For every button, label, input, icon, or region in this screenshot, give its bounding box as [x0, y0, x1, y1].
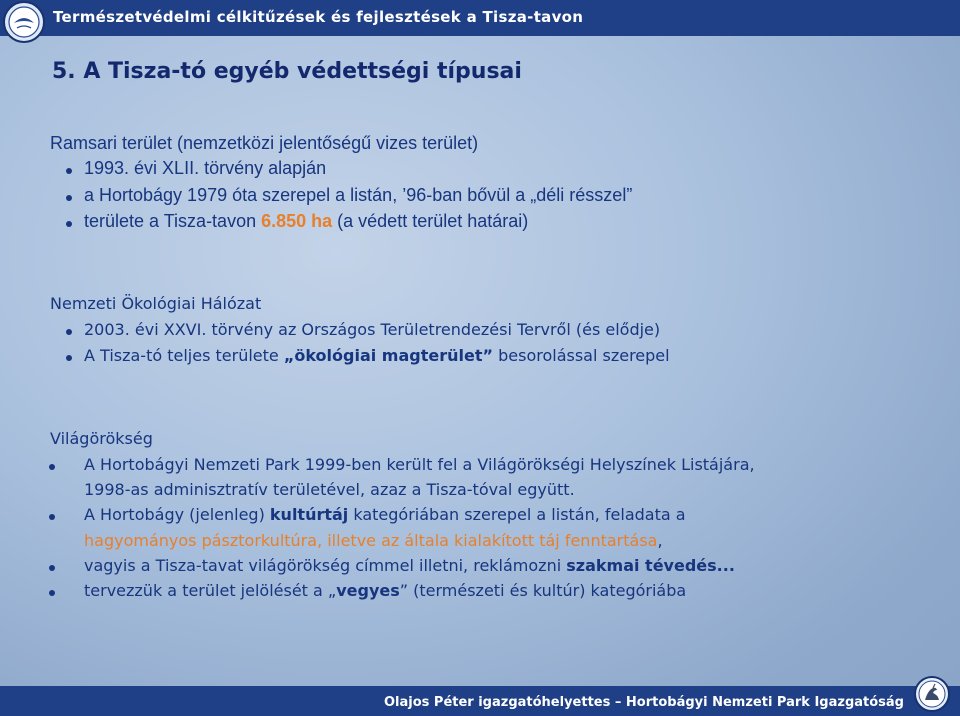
core-area-bold: „ökológiai magterület” — [283, 346, 494, 365]
footer-text: Olajos Péter igazgatóhelyettes – Hortobágyi Nemzeti Park Igazgatóság — [383, 695, 904, 710]
bullet-text: kategóriában szerepel a listán, feladata a — [348, 505, 686, 524]
bullet-dot — [49, 464, 55, 470]
bullet-heritage-cultural-landscape — [84, 505, 686, 524]
bullet-network-law: 2003. évi XXVI. törvény az Országos Területrendezési Tervről (és elődje) — [84, 320, 661, 339]
bullet-heritage-cultural-landscape-line2 — [84, 531, 663, 550]
bullet-dot — [66, 221, 72, 227]
bullet-dot — [49, 590, 55, 596]
bullet-heritage-listing-line2: 1998-as adminisztratív területével, azaz a Tisza-tóval együtt. — [84, 480, 575, 499]
bullet-text: A Tisza-tó teljes területe — [84, 346, 284, 365]
area-highlight: 6.850 ha — [261, 211, 333, 231]
bullet-text: (a védett terület határai) — [332, 211, 529, 231]
bullet-text: , — [657, 531, 663, 550]
bullet-text: területe a Tisza-tavon — [84, 211, 262, 231]
bullet-heritage-mixed-category — [84, 581, 686, 600]
header-title: Természetvédelmi célkitűzések és fejlesztések a Tisza-tavon — [53, 8, 584, 26]
bullet-heritage-mistake — [84, 556, 735, 575]
bullet-text: vagyis a Tisza-tavat világörökség címmel illetni, reklámozni — [84, 556, 567, 575]
bullet-dot — [66, 168, 72, 174]
section-heading-ramsar: Ramsari terület (nemzetközi jelentőségű vizes terület) — [50, 133, 479, 153]
traditional-culture-highlight: hagyományos pásztorkultúra, illetve az általa kialakított táj fenntartása — [84, 531, 658, 550]
bullet-dot — [66, 355, 72, 361]
bullet-text: besorolással szerepel — [493, 346, 670, 365]
professional-mistake-bold: szakmai tévedés... — [566, 556, 735, 575]
bird-emblem-icon — [914, 676, 950, 712]
section-heading-world-heritage: Világörökség — [50, 429, 153, 448]
bullet-text: A Hortobágy (jelenleg) — [84, 505, 270, 524]
bullet-network-core-area — [84, 346, 670, 365]
bullet-text: tervezzük a terület jelölését a „ — [84, 581, 337, 600]
section-heading-ecological-network: Nemzeti Ökológiai Hálózat — [50, 294, 262, 313]
conservation-logo-icon — [3, 1, 45, 43]
bullet-ramsar-listing: a Hortobágy 1979 óta szerepel a listán, ’96-ban bővül a „déli résszel” — [84, 185, 633, 205]
bullet-dot — [49, 514, 55, 520]
bullet-heritage-listing-line1: A Hortobágyi Nemzeti Park 1999-ben került fel a Világörökségi Helyszínek Listájára, — [84, 455, 755, 474]
bullet-ramsar-area — [84, 211, 528, 232]
cultural-landscape-bold: kultúrtáj — [269, 505, 349, 524]
slide-title: 5. A Tisza-tó egyéb védettségi típusai — [52, 59, 522, 84]
bullet-dot — [49, 565, 55, 571]
bullet-ramsar-law: 1993. évi XLII. törvény alapján — [84, 158, 327, 178]
bullet-dot — [66, 195, 72, 201]
bullet-dot — [66, 329, 72, 335]
mixed-bold: vegyes — [336, 581, 400, 600]
bullet-text: ” (természeti és kultúr) kategóriába — [399, 581, 687, 600]
